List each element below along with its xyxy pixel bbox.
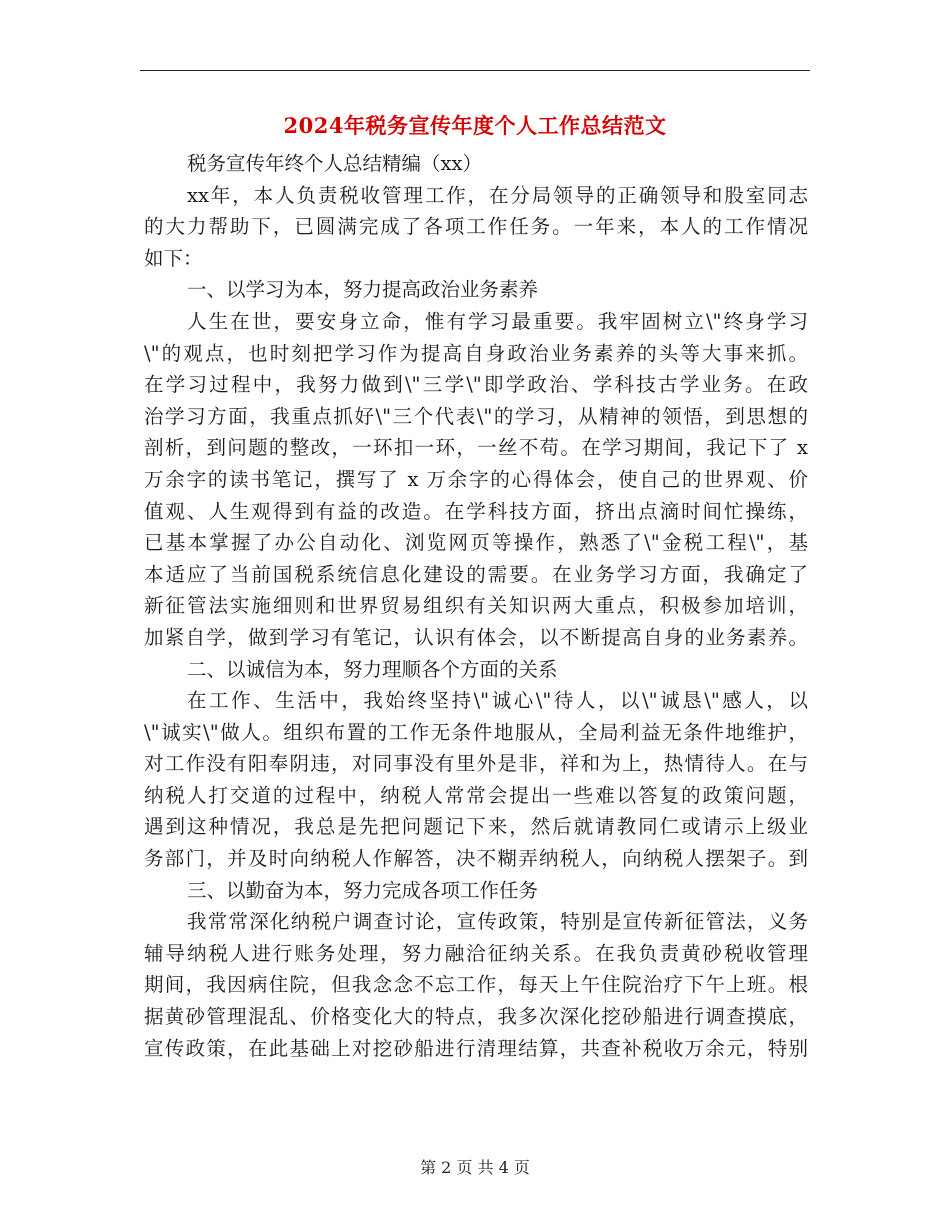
body-line: 税务宣传年终个人总结精编（xx） [187,152,482,175]
document-body [144,148,808,1064]
body-line: 在工作、生活中，我始终坚持\"诚心\"待人，以\"诚恳\"感人，以 [187,689,808,713]
body-line: 二、以诚信为本，努力理顺各个方面的关系 [187,657,558,681]
body-line: \"诚实\"做人。组织布置的工作无条件地服从，全局利益无条件地维护， [144,720,808,744]
document-title: 2024年税务宣传年度个人工作总结范文 [283,113,667,138]
body-line: 务部门，并及时向纳税人作解答，决不糊弄纳税人，向纳税人摆架子。到 [144,847,808,871]
body-line: 三、以勤奋为本，努力完成各项工作任务 [187,878,539,902]
page-number-footer: 第 2 页 共 4 页 [420,1158,530,1177]
body-line: 宣传政策，在此基础上对挖砂船进行清理结算，共查补税收万余元，特别 [144,1036,808,1060]
body-line: xx年，本人负责税收管理工作，在分局领导的正确领导和股室同志 [187,183,808,207]
body-line: 值观、人生观得到有益的改造。在学科技方面，挤出点滴时间忙操练， [144,499,808,523]
body-line: 如下： [144,246,203,270]
body-line: 新征管法实施细则和世界贸易组织有关知识两大重点，积极参加培训， [144,594,808,618]
body-line: 我常常深化纳税户调查讨论，宣传政策，特别是宣传新征管法，义务 [187,910,808,934]
body-line: 对工作没有阳奉阴违，对同事没有里外是非，祥和为上，热情待人。在与 [144,752,808,776]
body-line: 剖析，到问题的整改，一环扣一环，一丝不苟。在学习期间，我记下了 x [144,436,808,460]
body-line: 期间，我因病住院，但我念念不忘工作，每天上午住院治疗下午上班。根 [144,973,808,997]
body-line: 遇到这种情况，我总是先把问题记下来，然后就请教同仁或请示上级业 [144,815,808,839]
body-line: 一、以学习为本，努力提高政治业务素养 [187,278,539,302]
body-line: 万余字的读书笔记，撰写了 x 万余字的心得体会，使自己的世界观、价 [144,467,808,491]
body-line: 治学习方面，我重点抓好\"三个代表\"的学习，从精神的领悟，到思想的 [144,404,808,428]
body-line: 在学习过程中，我努力做到\"三学\"即学政治、学科技古学业务。在政 [144,373,808,397]
body-line: 加紧自学，做到学习有笔记，认识有体会，以不断提高自身的业务素养。 [144,625,808,649]
body-line: 据黄砂管理混乱、价格变化大的特点，我多次深化挖砂船进行调查摸底， [144,1005,808,1029]
body-line: 本适应了当前国税系统信息化建设的需要。在业务学习方面，我确定了 [144,562,808,586]
header-divider [140,70,810,71]
body-line: 的大力帮助下，已圆满完成了各项工作任务。一年来，本人的工作情况 [144,215,808,239]
body-line: 辅导纳税人进行账务处理，努力融洽征纳关系。在我负责黄砂税收管理 [144,941,808,965]
body-line: 纳税人打交道的过程中，纳税人常常会提出一些难以答复的政策问题， [144,783,808,807]
body-line: \"的观点，也时刻把学习作为提高自身政治业务素养的头等大事来抓。 [144,341,808,365]
body-line: 已基本掌握了办公自动化、浏览网页等操作，熟悉了\"金税工程\"，基 [144,531,808,555]
body-line: 人生在世，要安身立命，惟有学习最重要。我牢固树立\"终身学习 [187,309,808,333]
